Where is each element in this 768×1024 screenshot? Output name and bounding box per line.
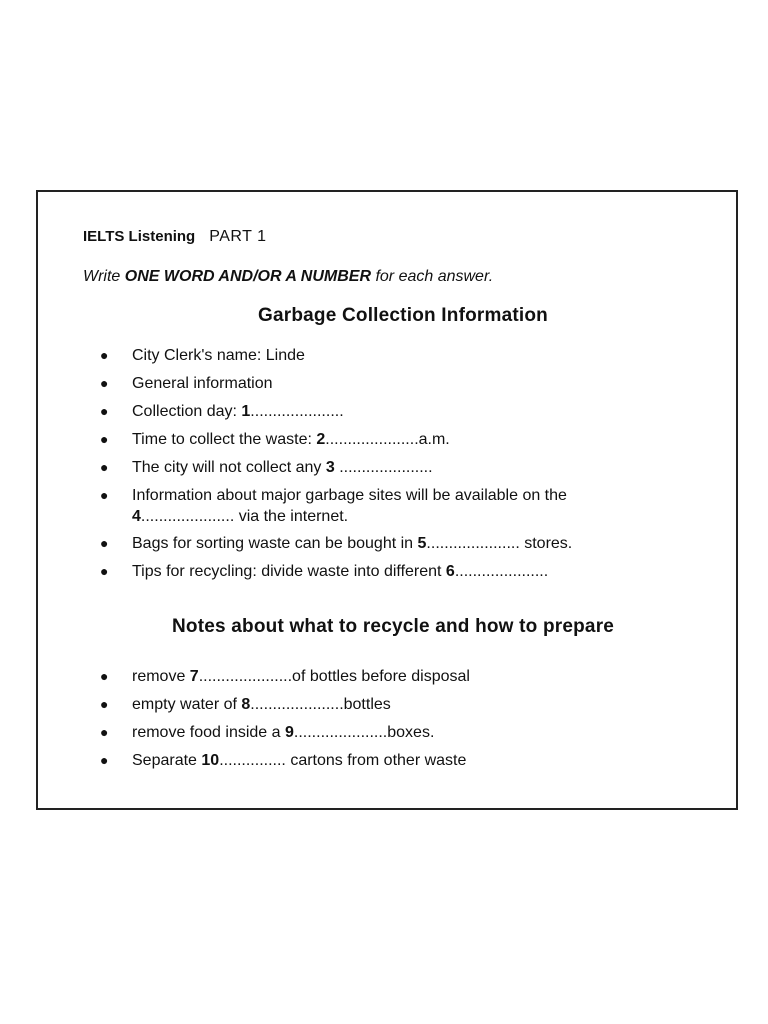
answer-blank: .....................boxes. [293, 724, 435, 741]
bullet-icon: ● [100, 375, 109, 391]
section-heading-garbage-collection: Garbage Collection Information [258, 305, 548, 326]
answer-blank: ..................... [454, 563, 549, 580]
garbage-info-list [94, 345, 572, 589]
question-number: 1 [241, 403, 251, 420]
list-item: ● empty water of 8.....................bottles [100, 696, 391, 713]
list-item: ● Time to collect the waste: 2.....................a.m. [100, 431, 450, 448]
answer-blank: .....................a.m. [325, 431, 450, 448]
instruction [83, 268, 493, 286]
bullet-icon: ● [100, 535, 109, 551]
answer-blank: .....................of bottles before disposal [198, 668, 470, 685]
list-item: ● General information [100, 375, 273, 392]
instruction-emphasis: ONE WORD AND/OR A NUMBER [124, 268, 371, 285]
list-item: ● Bags for sorting waste can be bought in 5..................... stores. [100, 535, 573, 552]
answer-blank: ..................... via the internet. [140, 508, 349, 525]
bullet-icon: ● [100, 668, 109, 684]
instruction-prefix: Write [83, 268, 125, 285]
list-item: ● The city will not collect any 3 ..................... [100, 459, 433, 476]
question-number: 5 [417, 535, 427, 552]
list-item: ● Information about major garbage sites will be available on the 4..................... via the internet. [100, 487, 567, 525]
worksheet [36, 190, 738, 810]
list-item: ● remove food inside a 9.....................boxes. [100, 724, 435, 741]
test-title: IELTS Listening [83, 228, 196, 245]
answer-blank: ..................... [334, 459, 433, 476]
answer-blank: ..................... [250, 403, 344, 420]
answer-blank: .....................bottles [250, 696, 391, 713]
instruction-suffix: for each answer. [371, 268, 494, 285]
part-label: PART 1 [209, 228, 267, 245]
question-number: 3 [325, 459, 335, 476]
bullet-icon: ● [100, 347, 109, 363]
list-item: ● City Clerk's name: Linde [100, 347, 305, 364]
question-number: 8 [241, 696, 251, 713]
answer-blank: ............... cartons from other waste [219, 752, 467, 769]
bullet-icon: ● [100, 431, 109, 447]
question-number: 7 [189, 668, 199, 685]
recycling-notes-list [94, 666, 470, 778]
bullet-icon: ● [100, 459, 109, 475]
worksheet-header [83, 228, 266, 246]
bullet-icon: ● [100, 752, 109, 768]
list-item: ● Collection day: 1..................... [100, 403, 344, 420]
question-number: 6 [445, 563, 455, 580]
bullet-icon: ● [100, 403, 109, 419]
list-item: ● Separate 10............... cartons from other waste [100, 752, 467, 769]
question-number: 10 [201, 752, 220, 769]
question-number: 4 [132, 508, 141, 525]
bullet-icon: ● [100, 563, 109, 579]
question-number: 2 [316, 431, 326, 448]
list-item: ● remove 7.....................of bottles before disposal [100, 668, 470, 685]
bullet-icon: ● [100, 724, 109, 740]
question-number: 9 [284, 724, 294, 741]
answer-blank: ..................... stores. [426, 535, 573, 552]
list-item: ● Tips for recycling: divide waste into different 6..................... [100, 563, 549, 580]
bullet-icon: ● [100, 487, 109, 503]
bullet-icon: ● [100, 696, 109, 712]
section-heading-recycling-notes: Notes about what to recycle and how to prepare [172, 616, 615, 637]
